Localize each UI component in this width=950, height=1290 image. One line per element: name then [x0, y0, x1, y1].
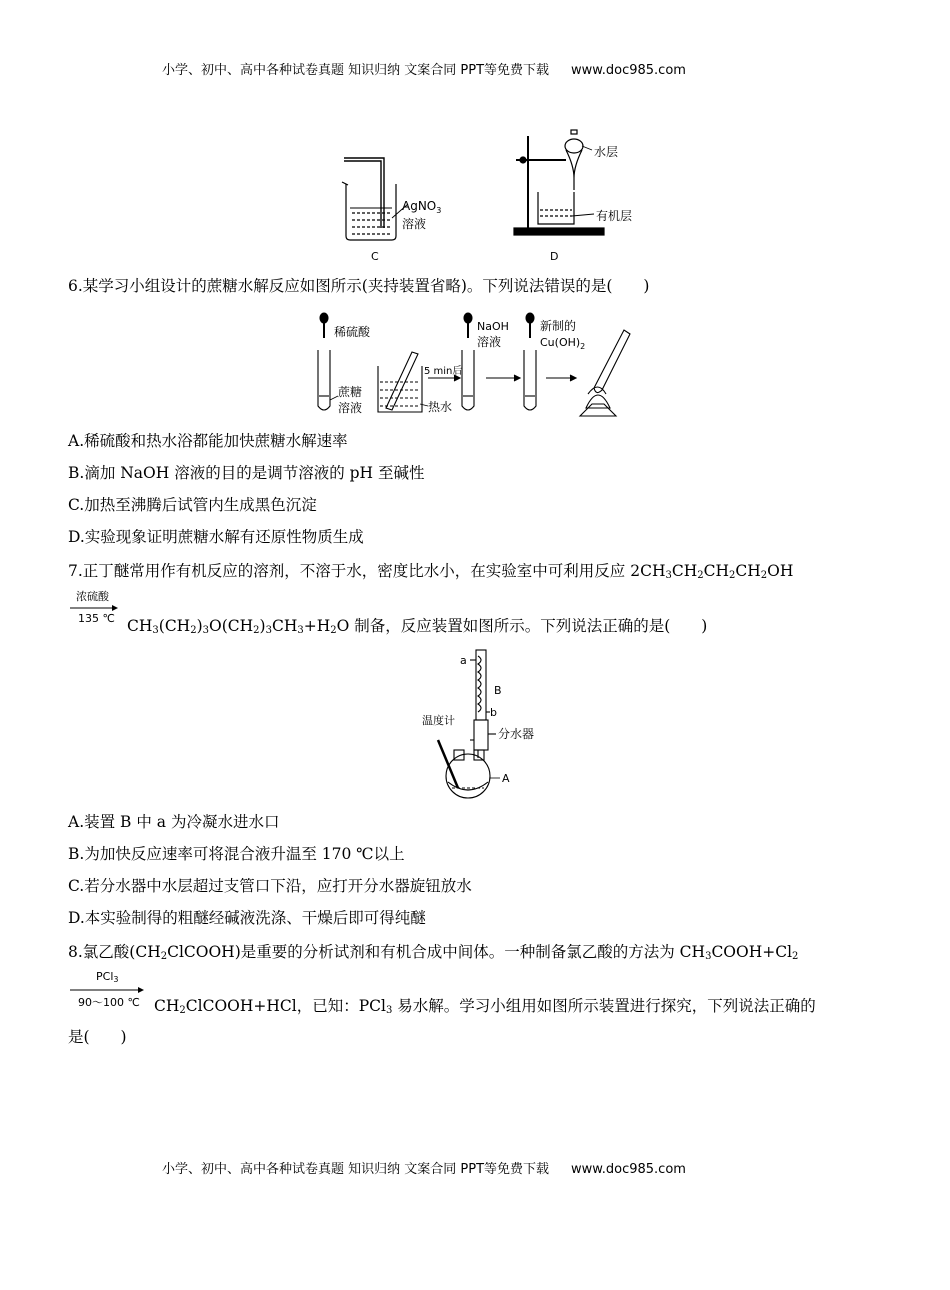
- dropper-acid-icon: [320, 313, 328, 338]
- fig6-label-cuoh-2: $Cu(OH)_2$: [540, 336, 586, 351]
- q6-option-b: B.滴加 NaOH 溶液的目的是调节溶液的 pH 至碱性: [68, 464, 425, 482]
- water-bath-beaker-icon: [378, 352, 422, 412]
- header-site-link[interactable]: www.doc985.com: [571, 63, 686, 78]
- thermometer-icon: [438, 740, 458, 788]
- q7-figure: [418, 648, 548, 800]
- q7-stem-line2: $CH_3(CH_2)_3O(CH_2)_3CH_3+H_2O$ 制备，反应装置如图所示。下列说法正确的是( ): [127, 617, 708, 636]
- fig7-label-b: b: [490, 706, 497, 719]
- footer-site-link[interactable]: www.doc985.com: [571, 1162, 686, 1177]
- q7-arrow-bottom: 135 ℃: [78, 612, 115, 625]
- q7-option-d: D.本实验制得的粗醚经碱液洗涤、干燥后即可得纯醚: [68, 909, 426, 927]
- c-label-solution: 溶液: [402, 217, 427, 231]
- reaction-arrow-icon: [70, 986, 146, 994]
- fig6-label-sucrose-2: 溶液: [338, 401, 363, 415]
- q6-figure: [310, 308, 650, 420]
- d-label-organic-layer: 有机层: [596, 209, 633, 223]
- c-label-agno3: AgNO$_3$: [402, 199, 442, 215]
- q6-option-d: D.实验现象证明蔗糖水解有还原性物质生成: [68, 528, 364, 546]
- q8-reaction-arrow: [70, 970, 146, 1010]
- q8-stem-line1: 8.氯乙酸$(CH_2ClCOOH)$是重要的分析试剂和有机合成中间体。一种制备氯乙酸的方法为 $CH_3COOH+Cl_2$: [68, 943, 799, 962]
- step-arrow-2-icon: [486, 375, 520, 381]
- page-footer: [162, 1158, 686, 1177]
- fig7-label-thermometer: 温度计: [422, 714, 455, 727]
- fig6-label-naoh-1: NaOH: [477, 320, 509, 333]
- reaction-arrow-icon: [70, 604, 120, 612]
- d-label-water-layer: 水层: [594, 145, 619, 159]
- header-text: 小学、初中、高中各种试卷真题 知识归纳 文案合同 PPT等免费下载: [162, 63, 550, 78]
- step-arrow-3-icon: [546, 375, 576, 381]
- test-tube-3-icon: [524, 350, 536, 410]
- fig7-label-B: B: [494, 684, 502, 697]
- fig7-label-a: a: [460, 654, 467, 667]
- q7-option-c: C.若分水器中水层超过支管口下沿，应打开分水器旋钮放水: [68, 877, 472, 895]
- q6-option-a: A.稀硫酸和热水浴都能加快蔗糖水解速率: [68, 432, 348, 450]
- q7-stem-line1: 7.正丁醚常用作有机反应的溶剂，不溶于水，密度比水小，在实验室中可利用反应 $2CH_3CH_2CH_2CH_2OH$: [68, 562, 794, 581]
- q8-arrow-bottom: 90～100 ℃: [78, 996, 140, 1009]
- footer-text: 小学、初中、高中各种试卷真题 知识归纳 文案合同 PPT等免费下载: [162, 1162, 550, 1177]
- q6-option-c: C.加热至沸腾后试管内生成黑色沉淀: [68, 496, 317, 514]
- q7-option-a: A.装置 B 中 a 为冷凝水进水口: [68, 813, 280, 831]
- page-header: [162, 59, 686, 78]
- dropper-naoh-icon: [464, 313, 472, 338]
- q7-arrow-top: 浓硫酸: [76, 590, 109, 603]
- test-tube-1-icon: [318, 350, 330, 410]
- heated-tube-icon: [580, 330, 630, 416]
- condenser-icon: [470, 650, 490, 720]
- separatory-stand-icon: [514, 130, 604, 235]
- fig6-label-cuoh-1: 新制的: [540, 319, 577, 333]
- q8-arrow-top: PCl$_3$: [96, 970, 119, 984]
- fig6-label-sucrose-1: 蔗糖: [338, 385, 363, 399]
- q6-stem: 6.某学习小组设计的蔗糖水解反应如图所示(夹持装置省略)。下列说法错误的是( ): [68, 277, 650, 295]
- fig6-label-hot-water: 热水: [428, 400, 453, 414]
- fig6-label-time: 5 min后: [424, 366, 463, 377]
- fig6-label-naoh-2: 溶液: [477, 335, 502, 349]
- q7-option-b: B.为加快反应速率可将混合液升温至 170 ℃以上: [68, 845, 405, 863]
- d-caption: D: [550, 250, 559, 263]
- beaker-c-icon: [342, 158, 408, 240]
- fig7-label-A: A: [502, 772, 510, 785]
- figure-cd: [330, 128, 650, 268]
- fig7-label-separator: 分水器: [498, 727, 535, 741]
- fig6-label-acid: 稀硫酸: [334, 325, 371, 339]
- q8-stem-line2: $CH_2ClCOOH+HCl$，已知：PCl$_3$ 易水解。学习小组用如图所示装置进行探究，下列说法正确的: [154, 997, 816, 1016]
- dropper-cuoh-icon: [526, 313, 534, 338]
- test-tube-2-icon: [462, 350, 474, 410]
- c-caption: C: [371, 250, 379, 263]
- q8-stem-line3: 是( ): [68, 1028, 127, 1046]
- q7-reaction-arrow: [70, 588, 120, 628]
